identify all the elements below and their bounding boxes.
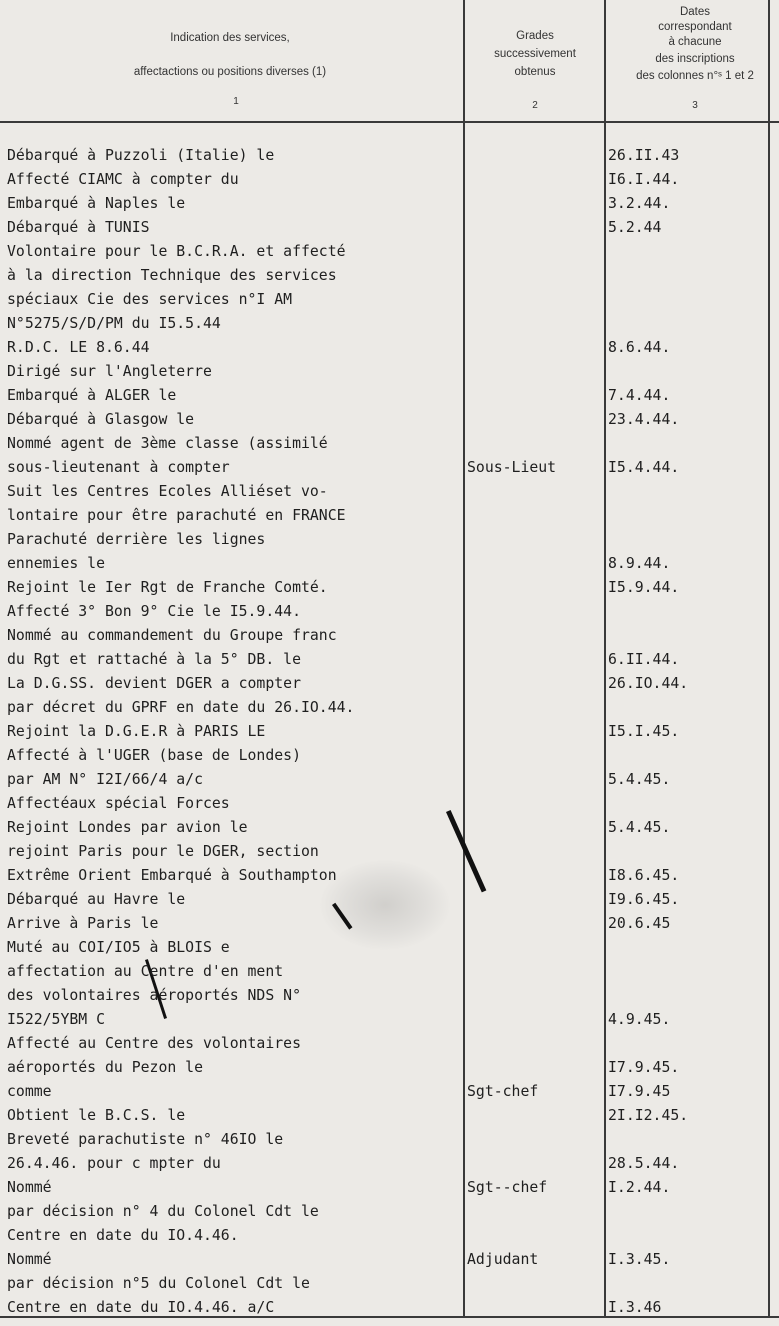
service-entry: du Rgt et rattaché à la 5° DB. le: [7, 651, 301, 668]
record-row: [0, 890, 779, 910]
service-entry: Breveté parachutiste n° 46IO le: [7, 1131, 284, 1148]
col2-header-line1: Grades: [516, 30, 554, 42]
service-entry: Affectéaux spécial Forces: [7, 795, 230, 812]
service-entry: La D.G.SS. devient DGER a compter: [7, 675, 301, 692]
col3-header-line1: Dates: [679, 6, 711, 18]
service-entry: Obtient le B.C.S. le: [7, 1107, 186, 1124]
date-entry: 3.2.44.: [608, 195, 671, 212]
service-entry: Arrive à Paris le: [7, 915, 159, 932]
date-entry: I.2.44.: [608, 1179, 671, 1196]
record-row: [0, 218, 779, 238]
record-row: [0, 938, 779, 958]
date-entry: I5.I.45.: [608, 723, 680, 740]
service-entry: Muté au COI/IO5 à BLOIS e: [7, 939, 230, 956]
record-row: [0, 650, 779, 670]
service-entry: Nommé agent de 3ème classe (assimilé: [7, 435, 328, 452]
date-entry: 28.5.44.: [608, 1155, 680, 1172]
service-entry: 26.4.46. pour c mpter du: [7, 1155, 221, 1172]
date-entry: 7.4.44.: [608, 387, 671, 404]
service-entry: Affecté au Centre des volontaires: [7, 1035, 301, 1052]
date-entry: 8.6.44.: [608, 339, 671, 356]
col1-header-line2: affectactions ou positions diverses (1): [133, 66, 327, 78]
service-entry: par décision n°5 du Colonel Cdt le: [7, 1275, 310, 1292]
record-row: [0, 1010, 779, 1030]
date-entry: I6.I.44.: [608, 171, 680, 188]
record-row: [0, 410, 779, 430]
date-entry: 26.II.43: [608, 147, 680, 164]
service-entry: Affecté à l'UGER (base de Londes): [7, 747, 301, 764]
date-entry: 2I.I2.45.: [608, 1107, 689, 1124]
record-row: [0, 1058, 779, 1078]
record-row: [0, 722, 779, 742]
date-entry: 5.4.45.: [608, 819, 671, 836]
service-entry: spéciaux Cie des services n°I AM: [7, 291, 293, 308]
record-row: [0, 578, 779, 598]
record-row: [0, 434, 779, 454]
date-entry: 20.6.45: [608, 915, 671, 932]
service-entry: Nommé: [7, 1179, 52, 1196]
col3-header-line5: des colonnes n°ˢ 1 et 2: [636, 70, 754, 82]
date-entry: 5.4.45.: [608, 771, 671, 788]
date-entry: I.3.45.: [608, 1251, 671, 1268]
record-row: [0, 314, 779, 334]
service-entry: Suit les Centres Ecoles Alliéset vo-: [7, 483, 328, 500]
service-entry: Débarqué à Glasgow le: [7, 411, 195, 428]
record-row: [0, 146, 779, 166]
service-entry: à la direction Technique des services: [7, 267, 337, 284]
service-entry: Nommé au commandement du Groupe franc: [7, 627, 337, 644]
record-row: [0, 362, 779, 382]
header-bottom-rule: [0, 121, 779, 123]
service-entry: Extrême Orient Embarqué à Southampton: [7, 867, 337, 884]
service-entry: par décision n° 4 du Colonel Cdt le: [7, 1203, 319, 1220]
record-row: [0, 1250, 779, 1270]
service-entry: R.D.C. LE 8.6.44: [7, 339, 150, 356]
date-entry: 26.IO.44.: [608, 675, 689, 692]
record-row: [0, 1154, 779, 1174]
date-entry: 23.4.44.: [608, 411, 680, 428]
service-entry: Débarqué à TUNIS: [7, 219, 150, 236]
record-row: [0, 1274, 779, 1294]
record-row: [0, 1178, 779, 1198]
record-row: [0, 554, 779, 574]
service-entry: comme: [7, 1083, 52, 1100]
service-entry: Rejoint le Ier Rgt de Franche Comté.: [7, 579, 328, 596]
col2-number: 2: [532, 100, 538, 111]
service-entry: Dirigé sur l'Angleterre: [7, 363, 212, 380]
record-row: [0, 242, 779, 262]
record-row: [0, 1130, 779, 1150]
service-entry: Embarqué à ALGER le: [7, 387, 177, 404]
record-row: [0, 1106, 779, 1126]
record-row: [0, 194, 779, 214]
service-entry: lontaire pour être parachuté en FRANCE: [7, 507, 346, 524]
service-entry: Affecté 3° Bon 9° Cie le I5.9.44.: [7, 603, 301, 620]
date-entry: I9.6.45.: [608, 891, 680, 908]
service-entry: affectation au Centre d'en ment: [7, 963, 284, 980]
date-entry: 5.2.44: [608, 219, 662, 236]
date-entry: I8.6.45.: [608, 867, 680, 884]
grade-entry: Sgt-chef: [467, 1083, 539, 1100]
service-entry: I522/5YBM C: [7, 1011, 105, 1028]
service-entry: Rejoint Londes par avion le: [7, 819, 248, 836]
service-entry: Débarqué au Havre le: [7, 891, 186, 908]
service-entry: Affecté CIAMC à compter du: [7, 171, 239, 188]
date-entry: I5.9.44.: [608, 579, 680, 596]
date-entry: I7.9.45.: [608, 1059, 680, 1076]
record-row: [0, 842, 779, 862]
date-entry: I7.9.45: [608, 1083, 671, 1100]
col3-header-line3: à chacune: [668, 36, 722, 48]
record-row: [0, 746, 779, 766]
record-row: [0, 338, 779, 358]
record-row: [0, 602, 779, 622]
record-row: [0, 458, 779, 478]
record-row: [0, 698, 779, 718]
service-entry: Débarqué à Puzzoli (Italie) le: [7, 147, 275, 164]
col2-header-line3: obtenus: [514, 66, 556, 78]
record-row: [0, 914, 779, 934]
record-row: [0, 770, 779, 790]
record-row: [0, 818, 779, 838]
date-entry: 8.9.44.: [608, 555, 671, 572]
service-entry: ennemies le: [7, 555, 105, 572]
date-entry: 4.9.45.: [608, 1011, 671, 1028]
service-entry: Embarqué à Naples le: [7, 195, 186, 212]
col1-header-line1: Indication des services,: [170, 32, 290, 44]
record-row: [0, 1202, 779, 1222]
record-row: [0, 866, 779, 886]
record-row: [0, 170, 779, 190]
service-entry: N°5275/S/D/PM du I5.5.44: [7, 315, 221, 332]
grade-entry: Sous-Lieut: [467, 459, 557, 476]
service-entry: Nommé: [7, 1251, 52, 1268]
record-row: [0, 1226, 779, 1246]
date-entry: 6.II.44.: [608, 651, 680, 668]
service-entry: Centre en date du IO.4.46.: [7, 1227, 239, 1244]
grade-entry: Adjudant: [467, 1251, 539, 1268]
record-row: [0, 386, 779, 406]
service-entry: Centre en date du IO.4.46. a/C: [7, 1299, 275, 1316]
col3-header-line2: correspondant: [658, 21, 732, 33]
service-entry: par décret du GPRF en date du 26.IO.44.: [7, 699, 355, 716]
record-row: [0, 794, 779, 814]
service-entry: rejoint Paris pour le DGER, section: [7, 843, 319, 860]
record-row: [0, 506, 779, 526]
grade-entry: Sgt--chef: [467, 1179, 548, 1196]
date-entry: I5.4.44.: [608, 459, 680, 476]
service-entry: par AM N° I2I/66/4 a/c: [7, 771, 203, 788]
record-row: [0, 482, 779, 502]
record-row: [0, 674, 779, 694]
col2-header-line2: successivement: [494, 48, 576, 60]
service-entry: Rejoint la D.G.E.R à PARIS LE: [7, 723, 266, 740]
record-row: [0, 530, 779, 550]
record-row: [0, 290, 779, 310]
record-row: [0, 266, 779, 286]
col3-number: 3: [692, 100, 698, 111]
service-entry: des volontaires aéroportés NDS N°: [7, 987, 301, 1004]
service-entry: aéroportés du Pezon le: [7, 1059, 203, 1076]
record-row: [0, 1082, 779, 1102]
service-entry: Volontaire pour le B.C.R.A. et affecté: [7, 243, 346, 260]
date-entry: I.3.46: [608, 1299, 662, 1316]
record-row: [0, 986, 779, 1006]
record-row: [0, 962, 779, 982]
col3-header-line4: des inscriptions: [655, 53, 735, 65]
service-entry: sous-lieutenant à compter: [7, 459, 230, 476]
record-row: [0, 1034, 779, 1054]
record-row: [0, 626, 779, 646]
col1-number: 1: [233, 96, 239, 107]
service-entry: Parachuté derrière les lignes: [7, 531, 266, 548]
record-row: [0, 1298, 779, 1318]
